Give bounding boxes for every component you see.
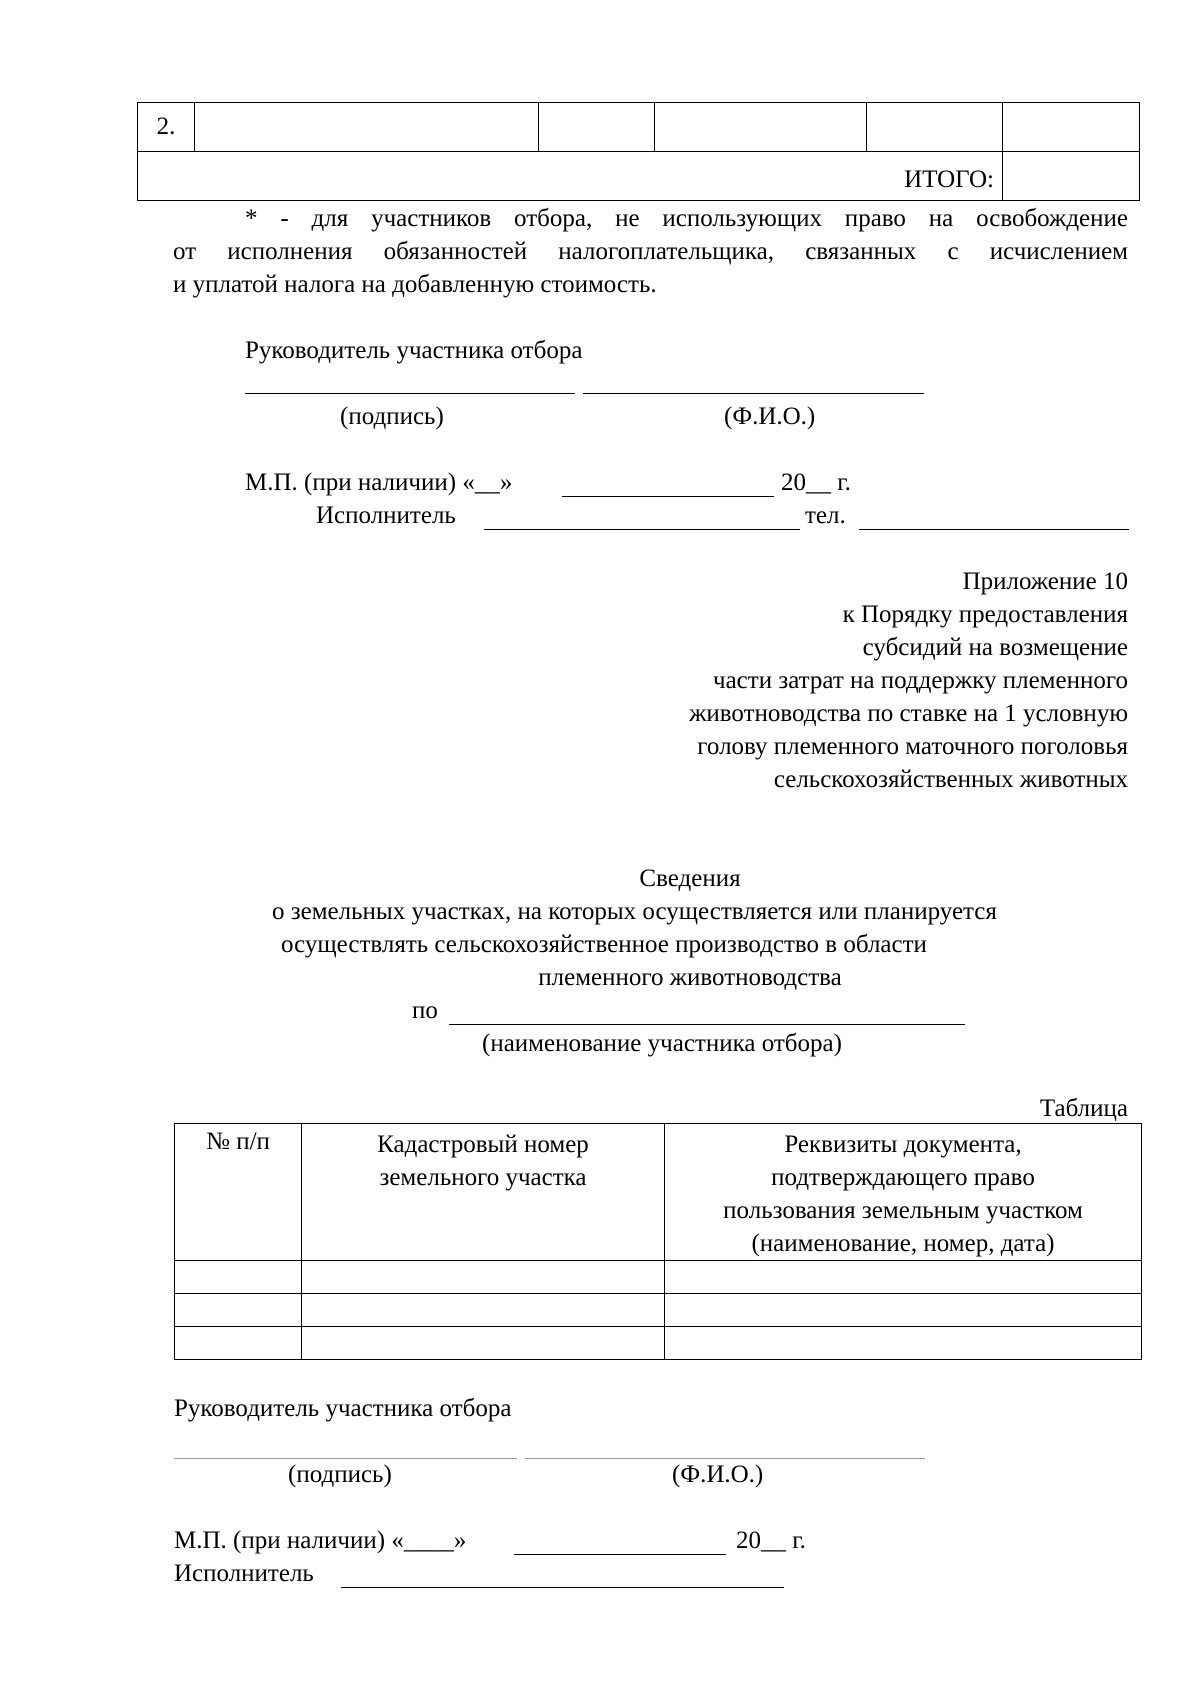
info-title: Сведения <box>639 865 741 892</box>
header-cadastral-line-1: Кадастровый номер <box>377 1131 589 1158</box>
table-row <box>175 1294 1142 1327</box>
executor-line-1 <box>484 529 800 530</box>
participant-name-caption: (наименование участника отбора) <box>482 1030 842 1057</box>
top-table <box>137 102 1140 201</box>
appendix-line-6: голову племенного маточного поголовья <box>697 733 1128 760</box>
year-label-1: 20__ г. <box>781 469 851 496</box>
stamp-date-prefix-1: М.П. (при наличии) «__» <box>245 469 513 496</box>
total-value-cell <box>1003 152 1140 201</box>
total-label-cell <box>138 152 1003 201</box>
year-label-2: 20__ г. <box>736 1527 806 1554</box>
table-row <box>175 1327 1142 1360</box>
header-cadastral-line-2: земельного участка <box>379 1164 587 1191</box>
signature-line-1 <box>245 393 575 394</box>
header-document-line-1: Реквизиты документа, <box>784 1131 1022 1158</box>
name-cell <box>195 103 539 152</box>
row-number: 2. <box>156 113 176 140</box>
appendix-line-2: к Порядку предоставления <box>842 601 1128 628</box>
fio-caption-2: (Ф.И.О.) <box>672 1461 764 1488</box>
signature-caption-2: (подпись) <box>288 1461 392 1488</box>
date-month-line-1 <box>562 496 774 497</box>
executor-line-2 <box>341 1587 784 1588</box>
appendix-line-3: субсидий на возмещение <box>862 634 1128 661</box>
signature-line-2 <box>174 1458 517 1459</box>
table-label: Таблица <box>1039 1095 1128 1122</box>
value-cell-1 <box>539 103 655 152</box>
land-table <box>174 1123 1142 1360</box>
phone-label-1: тел. <box>805 502 846 529</box>
appendix-line-1: Приложение 10 <box>962 568 1128 595</box>
date-month-line-2 <box>514 1554 726 1555</box>
executor-label-2: Исполнитель <box>174 1560 314 1587</box>
footnote-line-2: от исполнения обязанностей налогоплательщика, связанных с исчислением <box>173 238 1128 265</box>
header-number <box>175 1124 302 1261</box>
signature-caption-1: (подпись) <box>340 403 444 430</box>
header-document-line-4: (наименование, номер, дата) <box>751 1230 1055 1257</box>
info-po-label: по <box>412 997 438 1024</box>
info-line-3: племенного животноводства <box>538 964 842 991</box>
fio-caption-1: (Ф.И.О.) <box>724 403 816 430</box>
table-row <box>175 1261 1142 1294</box>
header-cadastral <box>302 1124 665 1261</box>
info-line-2: осуществлять сельскохозяйственное производство в области <box>281 931 927 958</box>
appendix-line-5: животноводства по ставке на 1 условную <box>689 700 1128 727</box>
appendix-line-4: части затрат на поддержку племенного <box>713 667 1128 694</box>
value-cell-3 <box>867 103 1003 152</box>
header-document <box>665 1124 1142 1261</box>
phone-line-1 <box>859 529 1129 530</box>
value-cell-2 <box>655 103 867 152</box>
footnote-line-3: и уплатой налога на добавленную стоимость. <box>173 271 657 298</box>
appendix-line-7: сельскохозяйственных животных <box>773 766 1128 793</box>
fio-line-1 <box>583 393 924 394</box>
participant-name-line <box>449 1024 965 1025</box>
fio-line-2 <box>525 1458 925 1459</box>
header-number-text: № п/п <box>206 1128 270 1155</box>
signature-head-2: Руководитель участника отбора <box>174 1395 512 1422</box>
executor-label-1: Исполнитель <box>316 502 456 529</box>
total-label: ИТОГО: <box>904 166 994 193</box>
stamp-date-prefix-2: М.П. (при наличии) «____» <box>174 1527 467 1554</box>
header-document-line-3: пользования земельным участком <box>723 1197 1083 1224</box>
footnote-line-1: * - для участников отбора, не использующих право на освобождение <box>245 205 1128 232</box>
value-cell-4 <box>1003 103 1140 152</box>
row-number-cell <box>138 103 195 152</box>
info-line-1: о земельных участках, на которых осуществляется или планируется <box>272 898 997 925</box>
signature-head-1: Руководитель участника отбора <box>245 337 583 364</box>
header-document-line-2: подтверждающего право <box>771 1164 1035 1191</box>
